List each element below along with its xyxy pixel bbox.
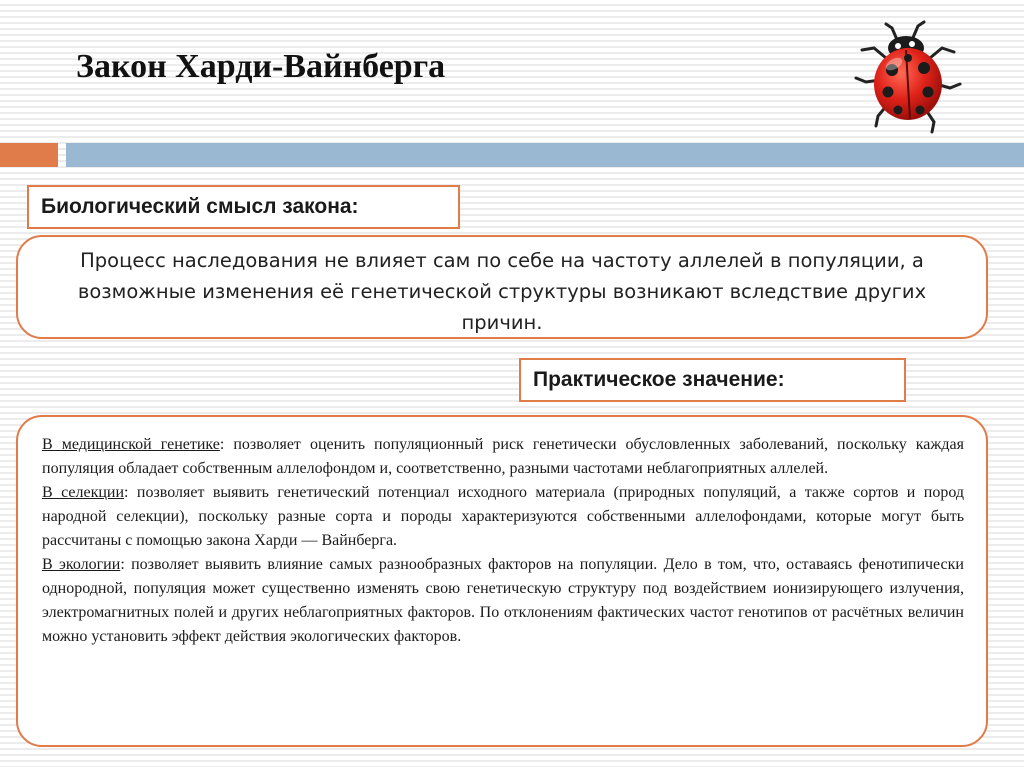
paragraph-text: : позволяет выявить влияние самых разнообразных факторов на популяции. Дело в том, что, оставаясь фенотипически однородной, популяция может существенно изменять свою генетическую структуру под воздействием ионизирующего излучения, электромагнитных полей и других неблагоприятных факторов. По отклонениям фактических частот генотипов от расчётных величин можно установить эффект действия экологических факторов.: [42, 556, 964, 645]
accent-bar: [0, 143, 58, 167]
paragraph-lead: В селекции: [42, 484, 125, 501]
selection-paragraph: [42, 481, 964, 553]
ladybug-icon: [848, 18, 968, 138]
paragraph-lead: В медицинской генетике: [42, 436, 220, 453]
paragraph-lead: В экологии: [42, 556, 121, 573]
page-title: Закон Харди-Вайнберга: [76, 48, 446, 85]
medical-genetics-paragraph: [42, 433, 964, 481]
paragraph-text: : позволяет оценить популяционный риск генетически обусловленных заболеваний, поскольку каждая популяция обладает собственным аллелофондом и, соответственно, разными частотами неблагоприятных аллелей.: [42, 436, 965, 477]
ecology-paragraph: [42, 553, 964, 649]
practical-significance-box: [16, 415, 988, 747]
biological-meaning-box: [16, 235, 988, 339]
header-divider-bar: [66, 143, 1024, 167]
paragraph-text: : позволяет выявить генетический потенциал исходного материала (природных популяций, а также сортов и пород народной селекции), поскольку разные сорта и породы характеризуются собственными аллелофондами, которые могут быть рассчитаны с помощью закона Харди — Вайнберга.: [42, 484, 964, 549]
practical-significance-label: Практическое значение:: [519, 358, 906, 402]
biological-meaning-label: Биологический смысл закона:: [27, 185, 460, 229]
biological-meaning-text: Процесс наследования не влияет сам по себе на частоту аллелей в популяции, а возможные изменения её генетической структуры возникают вследствие других причин.: [77, 249, 927, 334]
